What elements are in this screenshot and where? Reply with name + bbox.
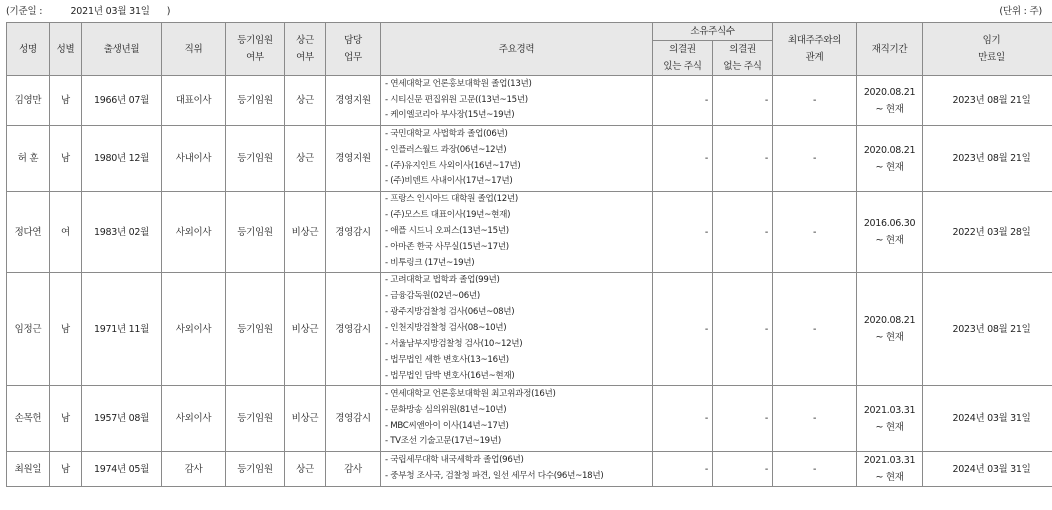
table-header (7, 23, 1052, 76)
table-row (7, 76, 1052, 126)
cell-birth: 1957년 08월 (82, 386, 162, 452)
cell-nonvoting-shares: - (713, 386, 773, 452)
header-tenure: 재직기간 (857, 23, 923, 76)
cell-relation: - (773, 386, 857, 452)
cell-name: 김영만 (7, 76, 50, 126)
cell-birth: 1966년 07월 (82, 76, 162, 126)
table-body (7, 76, 1052, 487)
cell-relation: - (773, 192, 857, 273)
cell-name: 정다연 (7, 192, 50, 273)
cell-position: 대표이사 (162, 76, 226, 126)
header-gender: 성별 (50, 23, 82, 76)
cell-birth: 1983년 02월 (82, 192, 162, 273)
cell-gender: 여 (50, 192, 82, 273)
cell-relation: - (773, 452, 857, 487)
header-term-end: 임기 만료일 (923, 23, 1052, 76)
header-birth: 출생년월 (82, 23, 162, 76)
cell-duty: 경영지원 (326, 76, 381, 126)
header-shares-nonvoting: 의결권 없는 주식 (713, 41, 773, 76)
career-line: - 프랑스 인시아드 대학원 졸업(12년) (385, 194, 518, 205)
cell-tenure: 2021.03.31 ~ 현재 (857, 452, 923, 487)
cell-registered: 등기임원 (226, 126, 285, 192)
header-fulltime: 상근 여부 (285, 23, 326, 76)
executive-table (6, 22, 1052, 487)
career-line: - 시티신문 편집위원 고문((13년~15년) (385, 94, 528, 105)
cell-nonvoting-shares: - (713, 76, 773, 126)
career-line: - 문화방송 심의위원(81년~10년) (385, 404, 507, 415)
cell-nonvoting-shares: - (713, 126, 773, 192)
cell-registered: 등기임원 (226, 452, 285, 487)
table-row (7, 452, 1052, 487)
cell-fulltime: 상근 (285, 126, 326, 192)
cell-nonvoting-shares: - (713, 452, 773, 487)
cell-birth: 1974년 05월 (82, 452, 162, 487)
cell-tenure: 2021.03.31 ~ 현재 (857, 386, 923, 452)
career-line: - TV조선 기술고문(17년~19년) (385, 436, 501, 447)
cell-gender: 남 (50, 386, 82, 452)
cell-voting-shares: - (653, 76, 713, 126)
header-position: 직위 (162, 23, 226, 76)
header-name: 성명 (7, 23, 50, 76)
cell-name: 손목헌 (7, 386, 50, 452)
cell-career (381, 452, 653, 487)
cell-tenure: 2020.08.21 ~ 현재 (857, 76, 923, 126)
cell-registered: 등기임원 (226, 76, 285, 126)
cell-gender: 남 (50, 126, 82, 192)
cell-term-end: 2024년 03월 31일 (923, 452, 1052, 487)
cell-name: 허 훈 (7, 126, 50, 192)
career-line: - 인천지방검찰청 검사(08~10년) (385, 323, 507, 334)
career-line: - 법무법인 담박 변호사(16년~현재) (385, 370, 515, 381)
career-line: - (주)모스트 대표이사(19년~현재) (385, 210, 511, 221)
table-caption-bar (6, 3, 1042, 17)
career-line: - 케이엘코리아 부사장(15년~19년) (385, 110, 515, 121)
cell-career (381, 76, 653, 126)
career-line: - 아마존 한국 사무실(15년~17년) (385, 241, 509, 252)
career-line: - 법무법인 세한 변호사(13~16년) (385, 354, 509, 365)
cell-nonvoting-shares: - (713, 273, 773, 386)
cell-voting-shares: - (653, 126, 713, 192)
career-line: - (주)비덴트 사내이사(17년~17년) (385, 176, 513, 187)
cell-duty: 경영감시 (326, 386, 381, 452)
cell-nonvoting-shares: - (713, 192, 773, 273)
cell-duty: 감사 (326, 452, 381, 487)
cell-voting-shares: - (653, 192, 713, 273)
cell-career (381, 386, 653, 452)
cell-career (381, 273, 653, 386)
cell-position: 사내이사 (162, 126, 226, 192)
table-row (7, 192, 1052, 273)
table-row (7, 126, 1052, 192)
cell-career (381, 192, 653, 273)
cell-tenure: 2020.08.21 ~ 현재 (857, 126, 923, 192)
cell-position: 사외이사 (162, 386, 226, 452)
cell-tenure: 2016.06.30 ~ 현재 (857, 192, 923, 273)
career-line: - 서울남부지방검찰청 검사(10~12년) (385, 338, 523, 349)
career-line: - 고려대학교 법학과 졸업(99년) (385, 275, 500, 286)
cell-voting-shares: - (653, 273, 713, 386)
cell-voting-shares: - (653, 386, 713, 452)
header-registered: 등기임원 여부 (226, 23, 285, 76)
table-row (7, 386, 1052, 452)
cell-position: 사외이사 (162, 192, 226, 273)
career-line: - 애플 시드니 오피스(13년~15년) (385, 226, 509, 237)
cell-term-end: 2024년 03월 31일 (923, 386, 1052, 452)
cell-registered: 등기임원 (226, 273, 285, 386)
career-line: - 국민대학교 사법학과 졸업(06년) (385, 128, 508, 139)
cell-name: 최원일 (7, 452, 50, 487)
career-line: - 인플러스월드 과장(06년~12년) (385, 144, 507, 155)
career-line: - 비투링크 (17년~19년) (385, 257, 475, 268)
cell-voting-shares: - (653, 452, 713, 487)
cell-birth: 1971년 11월 (82, 273, 162, 386)
cell-fulltime: 비상근 (285, 273, 326, 386)
cell-fulltime: 상근 (285, 452, 326, 487)
cell-duty: 경영감시 (326, 273, 381, 386)
cell-position: 감사 (162, 452, 226, 487)
header-relation: 최대주주와의 관계 (773, 23, 857, 76)
cell-relation: - (773, 126, 857, 192)
cell-registered: 등기임원 (226, 386, 285, 452)
cell-birth: 1980년 12월 (82, 126, 162, 192)
cell-term-end: 2023년 08월 21일 (923, 126, 1052, 192)
cell-tenure: 2020.08.21 ~ 현재 (857, 273, 923, 386)
cell-term-end: 2023년 08월 21일 (923, 273, 1052, 386)
cell-duty: 경영지원 (326, 126, 381, 192)
header-shares-group: 소유주식수 (653, 23, 773, 41)
header-career: 주요경력 (381, 23, 653, 76)
cell-gender: 남 (50, 273, 82, 386)
career-line: - MBC씨앤아이 이사(14년~17년) (385, 420, 509, 431)
cell-gender: 남 (50, 76, 82, 126)
header-duty: 담당 업무 (326, 23, 381, 76)
cell-relation: - (773, 273, 857, 386)
cell-position: 사외이사 (162, 273, 226, 386)
career-line: - 광주지방검찰청 검사(06년~08년) (385, 307, 515, 318)
career-line: - 금융감독원(02년~06년) (385, 291, 480, 302)
unit-label: (단위 : 주) (999, 6, 1042, 17)
cell-name: 임정근 (7, 273, 50, 386)
cell-term-end: 2023년 08월 21일 (923, 76, 1052, 126)
cell-term-end: 2022년 03월 28일 (923, 192, 1052, 273)
table-row (7, 273, 1052, 386)
cell-relation: - (773, 76, 857, 126)
career-line: - (주)유지인트 사외이사(16년~17년) (385, 160, 521, 171)
cell-fulltime: 상근 (285, 76, 326, 126)
career-line: - 국립세무대학 내국세학과 졸업(96년) (385, 455, 524, 466)
career-line: - 연세대학교 언론홍보대학원 졸업(13년) (385, 78, 532, 89)
cell-fulltime: 비상근 (285, 192, 326, 273)
cell-fulltime: 비상근 (285, 386, 326, 452)
header-shares-voting: 의결권 있는 주식 (653, 41, 713, 76)
career-line: - 중부청 조사국, 검찰청 파견, 일선 세무서 다수(96년~18년) (385, 471, 604, 481)
career-line: - 연세대학교 언론홍보대학원 최고위과정(16년) (385, 388, 556, 399)
cell-career (381, 126, 653, 192)
cell-gender: 남 (50, 452, 82, 487)
cell-duty: 경영감시 (326, 192, 381, 273)
reference-date: (기준일 : 2021년 03월 31일 ) (6, 6, 171, 17)
cell-registered: 등기임원 (226, 192, 285, 273)
